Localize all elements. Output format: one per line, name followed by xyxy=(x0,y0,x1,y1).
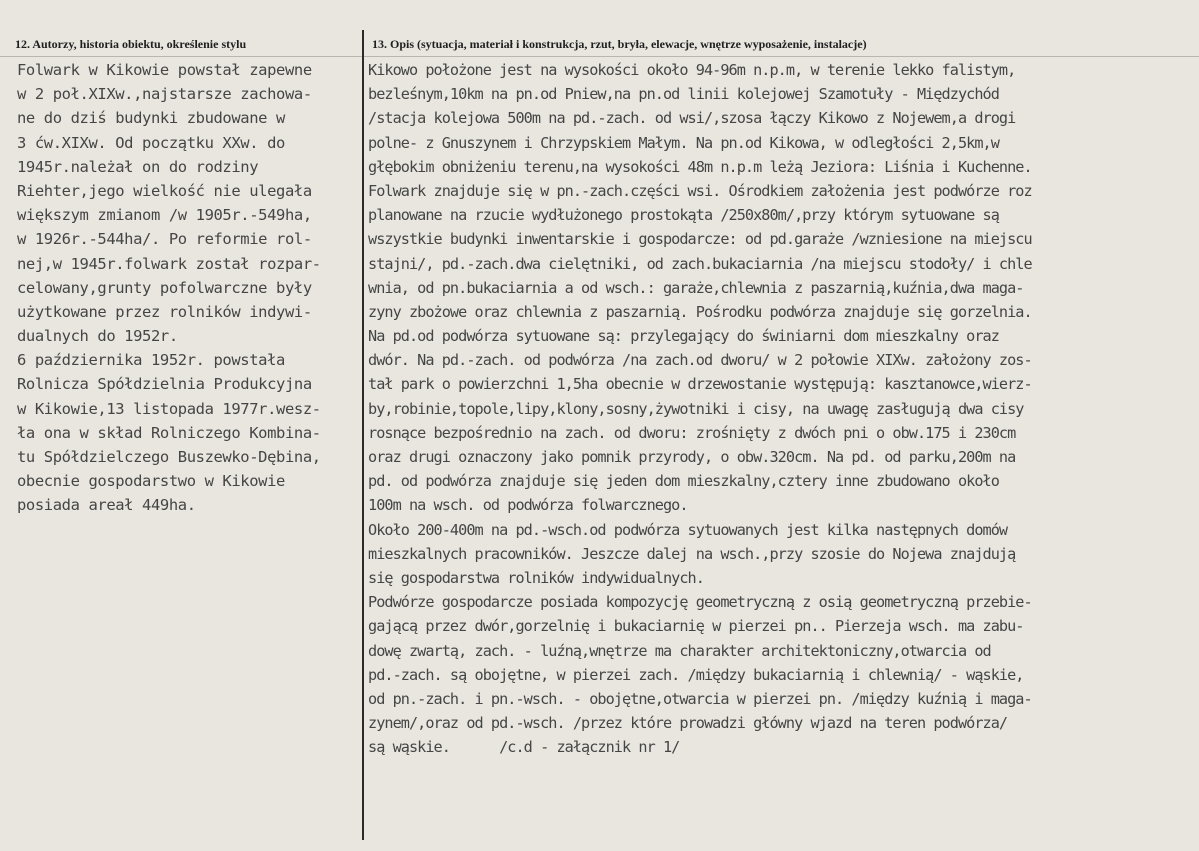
description-line: by,robinie,topole,lipy,klony,sosny,żywotniki i cisy, na uwagę zasługują dwa cisy xyxy=(368,399,1024,418)
history-line: ne do dziś budynki zbudowane w xyxy=(17,109,285,128)
history-line: w 1926r.-544ha/. Po reformie rol- xyxy=(17,230,312,249)
description-line: planowane na rzucie wydłużonego prostokąta /250x80m/,przy którym sytuowane są xyxy=(368,206,999,225)
description-line: się gospodarstwa rolników indywidualnych. xyxy=(368,568,704,587)
description-line: wnia, od pn.bukaciarnia a od wsch.: garaże,chlewnia z paszarnią,kuźnia,dwa maga- xyxy=(368,278,1024,297)
history-line: tu Spółdzielczego Buszewko-Dębina, xyxy=(17,448,321,466)
description-line: zynem/,oraz od pd.-wsch. /przez które prowadzi główny wjazd na teren podwórza/ xyxy=(368,714,1008,733)
history-line: ła ona w skład Rolniczego Kombina- xyxy=(17,423,321,442)
description-line: rosnące bezpośrednio na zach. od dworu: zrośnięty z dwóch pni o obw.175 i 230cm xyxy=(368,423,1016,442)
description-line: Kikowo położone jest na wysokości około 94-96m n.p.m, w terenie lekko falistym, xyxy=(368,61,1016,79)
history-line: większym zmianom /w 1905r.-549ha, xyxy=(17,206,312,225)
history-line: Riehter,jego wielkość nie ulegała xyxy=(17,181,312,200)
description-line: bezleśnym,10km na pn.od Pniew,na pn.od linii kolejowej Szamotuły - Międzychód xyxy=(368,85,999,104)
description-line: zyny zbożowe oraz chlewnia z paszarnią. Pośrodku podwórza znajduje się gorzelnia. xyxy=(368,302,1032,321)
description-line: pd.-zach. są obojętne, w pierzei zach. /między bukaciarnią i chlewnią/ - wąskie, xyxy=(368,665,1024,684)
history-line: dualnych do 1952r. xyxy=(17,327,178,346)
description-line: Około 200-400m na pd.-wsch.od podwórza sytuowanych jest kilka następnych domów xyxy=(368,520,1008,539)
description-line: tał park o powierzchni 1,5ha obecnie w drzewostanie występują: kasztanowce,wierz- xyxy=(368,375,1032,394)
description-line: wszystkie budynki inwentarskie i gospodarcze: od pd.garaże /wzniesione na miejscu xyxy=(368,230,1032,249)
section-13-header: 13. Opis (sytuacja, materiał i konstrukcja, rzut, bryła, elewacje, wnętrze wyposażenie, instalacje) xyxy=(372,37,867,51)
history-line: posiada areał 449ha. xyxy=(17,496,196,515)
history-line: Rolnicza Spółdzielnia Produkcyjna xyxy=(17,375,312,394)
history-line: obecnie gospodarstwo w Kikowie xyxy=(17,472,285,491)
description-line: Folwark znajduje się w pn.-zach.części wsi. Ośrodkiem założenia jest podwórze roz xyxy=(368,181,1032,200)
description-line: /stacja kolejowa 500m na pd.-zach. od wsi/,szosa łączy Kikowo z Nojewem,a drogi xyxy=(368,109,1016,128)
history-line: 3 ćw.XIXw. Od początku XXw. do xyxy=(17,133,285,152)
history-line: 6 października 1952r. powstała xyxy=(17,351,285,370)
history-line: Folwark w Kikowie powstał zapewne xyxy=(17,61,312,79)
description-line: Podwórze gospodarcze posiada kompozycję geometryczną z osią geometryczną przebie- xyxy=(368,593,1032,612)
description-line: 100m na wsch. od podwórza folwarcznego. xyxy=(368,496,688,515)
history-line: nej,w 1945r.folwark został rozpar- xyxy=(17,254,321,273)
history-line: w Kikowie,13 listopada 1977r.wesz- xyxy=(17,399,321,418)
column-divider xyxy=(362,30,364,840)
description-line: stajni/, pd.-zach.dwa cielętniki, od zach.bukaciarnia /na miejscu stodoły/ i chle xyxy=(368,254,1032,273)
history-text xyxy=(17,58,360,518)
description-line: Na pd.od podwórza sytuowane są: przylegający do świniarni dom mieszkalny oraz xyxy=(368,327,999,346)
history-line: celowany,grunty pofolwarczne były xyxy=(17,278,312,297)
description-line: pd. od podwórza znajduje się jeden dom mieszkalny,cztery inne zbudowano około xyxy=(368,472,999,491)
history-line: użytkowane przez rolników indywi- xyxy=(17,302,312,321)
description-line: polne- z Gnuszynem i Chrzypskiem Małym. Na pn.od Kikowa, w odległości 2,5km,w xyxy=(368,133,999,152)
description-text xyxy=(368,58,1196,759)
description-line: dwór. Na pd.-zach. od podwórza /na zach.od dworu/ w 2 połowie XIXw. założony zos- xyxy=(368,351,1032,370)
description-line: oraz drugi oznaczony jako pomnik przyrody, o obw.320cm. Na pd. od parku,200m na xyxy=(368,448,1016,466)
description-line: są wąskie. /c.d - załącznik nr 1/ xyxy=(368,738,680,757)
history-line: 1945r.należał on do rodziny xyxy=(17,157,259,176)
description-line: od pn.-zach. i pn.-wsch. - obojętne,otwarcia w pierzei pn. /między kuźnią i maga- xyxy=(368,689,1032,708)
history-line: w 2 poł.XIXw.,najstarsze zachowa- xyxy=(17,85,312,104)
header-divider xyxy=(0,56,1199,57)
description-line: głębokim obniżeniu terenu,na wysokości 48m n.p.m leżą Jeziora: Liśnia i Kuchenne. xyxy=(368,157,1032,176)
description-line: gającą przez dwór,gorzelnię i bukaciarnię w pierzei pn.. Pierzeja wsch. ma zabu- xyxy=(368,617,1024,636)
section-12-header: 12. Autorzy, historia obiektu, określenie stylu xyxy=(15,37,247,51)
description-line: mieszkalnych pracowników. Jeszcze dalej na wsch.,przy szosie do Nojewa znajdują xyxy=(368,544,1016,563)
description-line: dowę zwartą, zach. - luźną,wnętrze ma charakter architektoniczny,otwarcia od xyxy=(368,641,991,660)
